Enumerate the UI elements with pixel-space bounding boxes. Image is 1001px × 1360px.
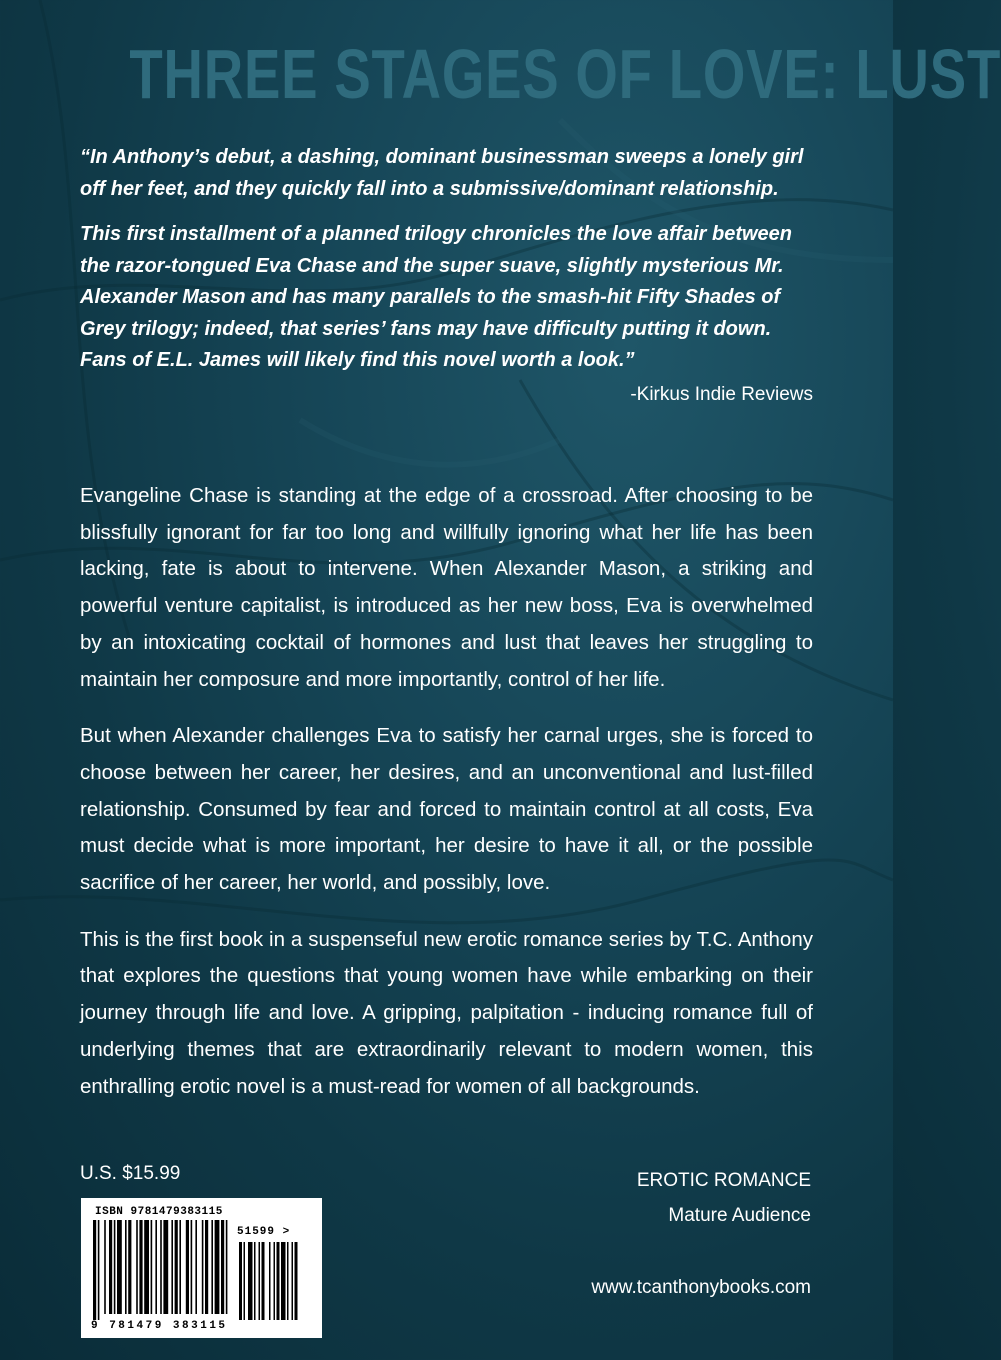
barcode-bar (155, 1220, 157, 1314)
barcode-bar (202, 1220, 204, 1314)
barcode-bar (136, 1220, 138, 1314)
genre-block (637, 1163, 811, 1233)
addon-bar (281, 1242, 286, 1320)
addon-bar (269, 1242, 271, 1320)
barcode-bar (179, 1220, 181, 1314)
blurb-paragraph: Evangeline Chase is standing at the edge of a crossroad. After choosing to be blissfully ignorant for far too long and willfully ignoring what her life has been lacking, fate is about to intervene. When Alexander Mason, a striking and powerful venture capitalist, is introduced as her new boss, Eva is overwhelmed by an intoxicating cocktail of hormones and lust that leaves her struggling to maintain her composure and more importantly, control of her life. (80, 484, 813, 691)
barcode-bar (215, 1220, 220, 1314)
addon-bar (259, 1242, 261, 1320)
barcode-bar (160, 1220, 162, 1314)
addon-bar (239, 1242, 242, 1320)
review-quote (80, 142, 813, 424)
barcode-bar (163, 1220, 168, 1314)
book-title: THREE STAGES OF LOVE: LUST (129, 35, 1001, 113)
addon-bar (274, 1242, 276, 1320)
addon-bar (254, 1242, 256, 1320)
barcode-bar (151, 1220, 153, 1314)
price-code: 51599 > (237, 1226, 291, 1238)
barcode-bar (175, 1220, 178, 1314)
barcode-bar (104, 1220, 106, 1314)
audience-label: Mature Audience (668, 1205, 811, 1226)
barcode-bar (93, 1220, 96, 1320)
barcode-bar (125, 1220, 127, 1314)
addon-bar (277, 1242, 280, 1320)
barcode-bar (171, 1220, 173, 1314)
genre-label: EROTIC ROMANCE (636, 1170, 811, 1191)
barcode-graphic (81, 1198, 322, 1338)
barcode-bar (114, 1220, 116, 1314)
barcode-bar (211, 1220, 213, 1314)
addon-bar (292, 1242, 294, 1320)
barcode-bar (144, 1220, 149, 1314)
barcode-bar (226, 1220, 228, 1314)
barcode-bar (109, 1220, 112, 1314)
barcode-bar (191, 1220, 193, 1314)
review-paragraph: “In Anthony’s debut, a dashing, dominant businessman sweeps a lonely girl off her feet, and they quickly fall into a submissive/dominant relationship. (80, 146, 804, 200)
isbn-label: ISBN 9781479383115 (95, 1206, 223, 1218)
review-attribution: -Kirkus Indie Reviews (630, 383, 813, 405)
barcode-bar (98, 1220, 100, 1320)
addon-bar (287, 1242, 289, 1320)
addon-bar (295, 1242, 298, 1320)
barcode-bar (128, 1220, 131, 1314)
barcode-bar (221, 1220, 224, 1314)
barcode-bar (139, 1220, 142, 1314)
barcode-bar (205, 1220, 208, 1314)
isbn-barcode (81, 1198, 322, 1338)
addon-bar (244, 1242, 246, 1320)
blurb-paragraph: This is the first book in a suspenseful new erotic romance series by T.C. Anthony that explores the questions that young women have while embarking on their journey through life and love. A gripping, palpitation - inducing romance full of underlying themes that are extraordinarily relevant to modern women, this enthralling erotic novel is a must-read for women of all backgrounds. (80, 927, 813, 1098)
addon-bar (248, 1242, 253, 1320)
barcode-bar (195, 1220, 197, 1314)
website-link[interactable]: www.tcanthonybooks.com (591, 1277, 811, 1298)
barcode-digits: 9 781479 383115 (91, 1320, 228, 1332)
barcode-bar (186, 1220, 189, 1314)
blurb-paragraph: But when Alexander challenges Eva to satisfy her carnal urges, she is forced to choose between her career, her desires, and an unconventional and lust-filled relationship. Consumed by fear and forced to maintain control at all costs, Eva must decide what is more important, her desire to have it all, or the possible sacrifice of her career, her world, and possibly, love. (80, 724, 813, 895)
price-label: U.S. $15.99 (80, 1163, 181, 1184)
addon-bar (262, 1242, 265, 1320)
barcode-bar (117, 1220, 122, 1314)
book-blurb (80, 478, 813, 1125)
review-paragraph: This first installment of a planned trilogy chronicles the love affair between the razor-tongued Eva Chase and the super suave, slightly mysterious Mr. Alexander Mason and has many parallels to the smash-hit Fifty Shades of Grey trilogy; indeed, that series’ fans may have difficulty putting it down. Fans of E.L. James will likely find this novel worth a look.” (80, 223, 793, 371)
